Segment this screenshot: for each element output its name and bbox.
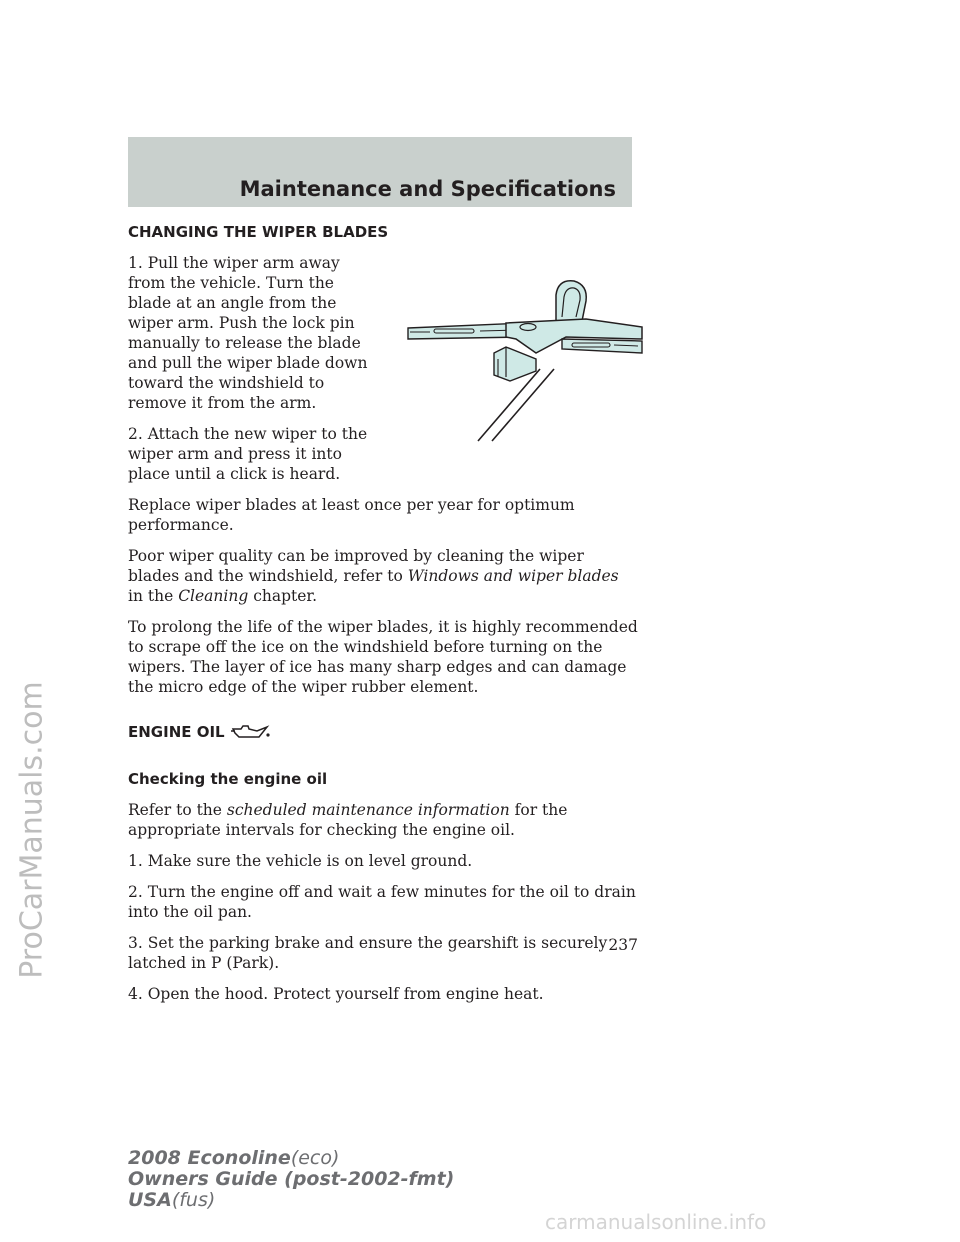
wiper-replace-note: Replace wiper blades at least once per year for optimum performance. (128, 496, 575, 534)
scheduled-maintenance-reference: scheduled maintenance information (226, 801, 510, 819)
checking-oil-subheading: Checking the engine oil (128, 770, 328, 788)
oil-step-4: 4. Open the hood. Protect yourself from engine heat. (128, 985, 544, 1003)
wiper-quality-text-mid: in the (128, 587, 179, 605)
oil-step-2: 2. Turn the engine off and wait a few minutes for the oil to drain into the oil pan. (128, 883, 636, 921)
side-watermark (10, 510, 54, 1150)
footer-model: 2008 Econoline (128, 1147, 291, 1169)
footer-market: USA (128, 1189, 172, 1211)
document-footer (128, 1148, 454, 1211)
footer-line-1 (128, 1148, 454, 1169)
section-header (128, 137, 632, 207)
footer-guide-type: Owners Guide (post-2002-fmt) (128, 1168, 455, 1190)
wiper-step-2: 2. Attach the new wiper to the wiper arm and press it into place until a click is heard. (128, 425, 368, 483)
wiper-step-1: 1. Pull the wiper arm away from the vehicle. Turn the blade at an angle from the wiper arm. Push the lock pin manually to release the blade and pull the wiper blade down toward the windshield to remove it from the arm. (128, 254, 368, 412)
footer-line-2 (128, 1169, 454, 1190)
oil-refer-text: Refer to the (128, 801, 227, 819)
oil-can-icon (229, 721, 271, 743)
page-content (128, 222, 638, 1015)
oil-refer-paragraph (128, 800, 638, 840)
wiper-quality-text: Poor wiper quality can be improved by cleaning the wiper blades and the windshield, refer to (128, 547, 584, 585)
cleaning-chapter-reference: Cleaning (178, 587, 249, 605)
footer-model-code: (eco) (290, 1147, 340, 1169)
wiper-heading: CHANGING THE WIPER BLADES (128, 223, 389, 241)
engine-oil-heading: ENGINE OIL (128, 723, 225, 741)
side-watermark-text: ProCarManuals.com (14, 681, 50, 979)
wiper-quality-text-end: chapter. (248, 587, 318, 605)
oil-step-3: 3. Set the parking brake and ensure the gearshift is securely latched in P (Park). (128, 934, 608, 972)
oil-refer-text-end: for the appropriate intervals for checking the engine oil. (128, 801, 568, 839)
bottom-watermark: carmanualsonline.info (545, 1210, 767, 1234)
footer-market-code: (fus) (171, 1189, 216, 1211)
section-title: Maintenance and Specifications (239, 177, 616, 201)
oil-step-1: 1. Make sure the vehicle is on level ground. (128, 852, 473, 870)
engine-oil-heading-row (128, 721, 638, 743)
windows-wipers-reference: Windows and wiper blades (407, 567, 619, 585)
wiper-ice-paragraph: To prolong the life of the wiper blades, it is highly recommended to scrape off the ice on the windshield before turning on the wipers. The layer of ice has many sharp edges and can damage the micro edge of the wiper rubber element. (128, 618, 638, 696)
page-number: 237 (608, 936, 638, 954)
wiper-blade-illustration (406, 273, 646, 443)
footer-line-3 (128, 1190, 454, 1211)
wiper-quality-paragraph (128, 546, 638, 606)
